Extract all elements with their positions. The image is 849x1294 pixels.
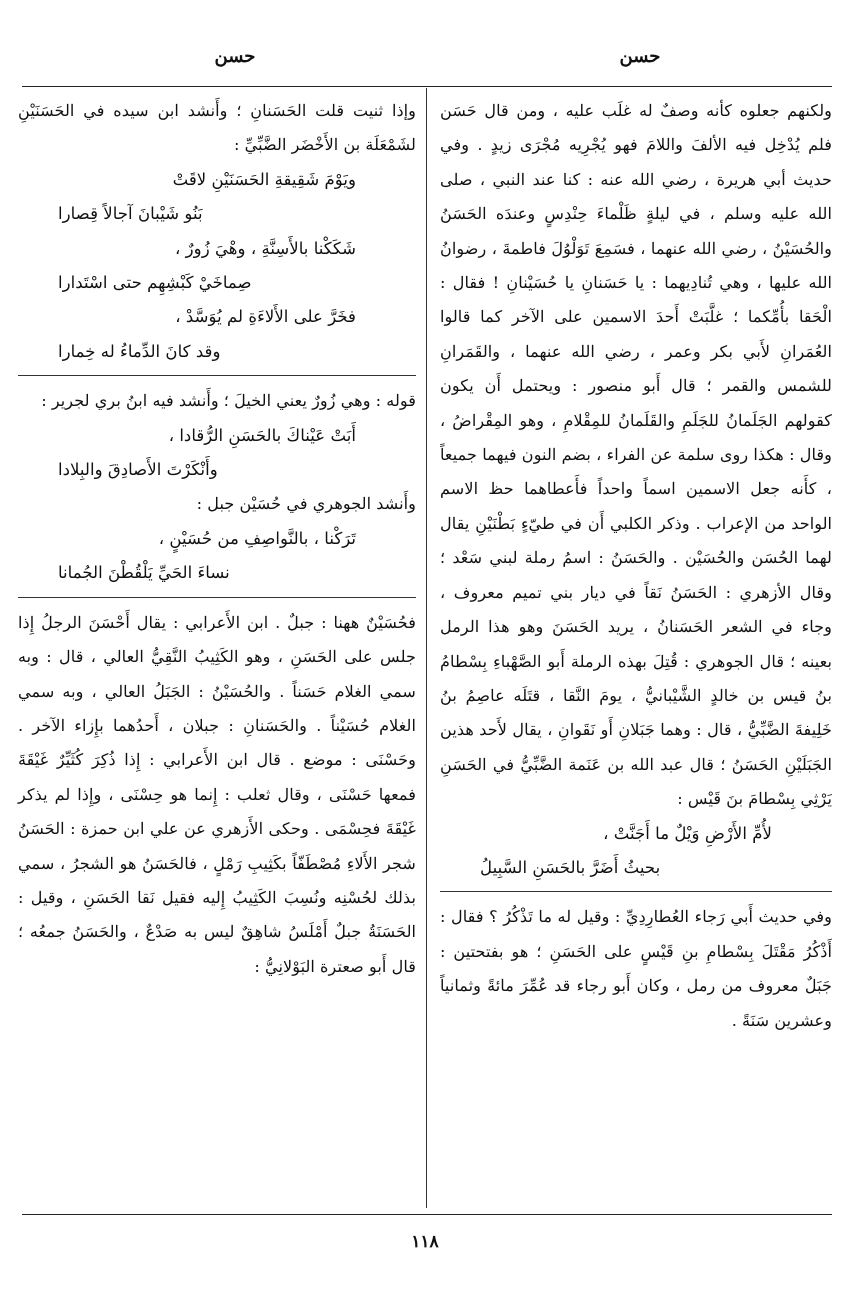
left-verse-1: [18, 163, 416, 369]
left-paragraph-2: قوله : وهي زُورٌ يعني الخيلَ ؛ وأَنشد فيه ابنُ بري لجرير :: [41, 391, 416, 411]
right-headword: حسن: [619, 46, 661, 67]
left-headword: حسن: [214, 46, 256, 67]
right-verse: [440, 817, 832, 886]
footer-rule: [22, 1214, 832, 1215]
left-verse-3: [18, 522, 416, 591]
header-rule: [22, 86, 832, 87]
verse-line: نساءَ الحَيِّ يَلْقُطْنَ الجُمانا: [58, 563, 230, 583]
section-separator: [18, 597, 416, 598]
section-separator: [440, 891, 832, 892]
column-divider: [426, 88, 427, 1208]
right-column: [440, 94, 832, 1038]
left-paragraph-3: وأَنشد الجوهري في حُسَيْن جبل :: [196, 494, 416, 514]
left-paragraph-1: وإذا ثنيت قلت الحَسَنانِ ؛ وأَنشد ابن سيده في الحَسَنَيْنِ لشَمْعَلَة بن الأَخْضَر الضَّبِّيِّ :: [18, 101, 416, 155]
verse-line: وأَنْكَرْتَ الأَصادِقَ والبِلادا: [58, 460, 218, 480]
right-paragraph-1: ولكنهم جعلوه كأنه وصفٌ له غلَب عليه ، ومن قال حَسَن فلم يُدْخِل فيه الألفَ واللامَ فهو يُجْرِيه مُجْرَى زيدٍ . وفي حديث أبي هريرة ، رضي الله عنه : كنا عند النبي ، صلى الله عليه وسلم ، في ليلةٍ ظَلْماءَ حِنْدِسٍ وعندَه الحَسَنُ والحُسَيْنُ ، رضي الله عنهما ، فسَمِعَ تَوَلْوُلَ فاطمةَ ، رضوانُ الله عليها ، وهي تُنادِيهما : يا حَسَنانِ يا حُسَيْنانِ ! فقال : الْحَقا بأُمِّكما ؛ غلَّبَتْ أَحدَ الاسمين على الآخر كما قالوا العُمَرانِ لأَبي بكر وعمر ، رضي الله عنهما ، والقَمَرانِ للشمس والقمر ؛ قال أَبو منصور : ويحتمل أَن يكون كقولهم الجَلَمانُ للجَلَمِ والقَلَمانُ للمِقْلامِ ، وهو المِقْراضُ ، وقال : هكذا روى سلمة عن الفراء ، بضم النون فيهما جميعاً ، كأَنه جعل الاسمين اسماً واحداً فأَعطاهما حظ الاسم الواحد من الإعراب . وذكر الكلبي أَن في طيّءٍ بَطْنَيْنِ يقال لهما الحُسَن والحُسَيْن . والحَسَنُ : اسمُ رملة لبني سَعْد ؛ وقال الأزهري : الحَسَنُ نَقاً في ديار بني تميم معروف ، وجاء في الشعر الحَسَنانُ ، يريد الحَسَنَ وهو هذا الرمل بعينه ؛ قال الجوهري : قُتِلَ بهذه الرملة أَبو الصَّهْباءِ بِسْطامُ بنُ قيس بن خالدٍ الشَّيْبانيُّ ، يومَ النَّقا ، قتَلَه عاصِمُ بنُ خَلِيفةَ الضَّبِّيُّ ، قال : وهما جَبَلانِ أَو نَقَوانِ ، يقال لأَحد هذين الجَبَلَيْنِ الحَسَنُ ؛ قال عبد الله بن عَنَمة الضَّبِّيُّ في الحَسَنِ يَرْثِي بِسْطامَ بنَ قَيْس :: [440, 101, 832, 809]
verse-line: ويَوْمَ شَقِيقةِ الحَسَنَيْنِ لاقَتْ: [172, 169, 356, 189]
page-header: [0, 40, 849, 86]
verse-line: لأُمِّ الأَرْضِ وَيْلٌ ما أَجَنَّتْ ،: [603, 823, 772, 843]
section-separator: [18, 375, 416, 376]
verse-line: بحيثُ أَضَرَّ بالحَسَنِ السَّبِيلُ: [480, 857, 661, 877]
verse-line: شَكَكْنا بالأَسِنَّةِ ، وهْيَ زُورٌ ،: [175, 238, 356, 258]
left-column: [18, 94, 416, 984]
left-paragraph-4: فحُسَيْنٌ ههنا : جبلٌ . ابن الأَعرابي : يقال أَحْسَنَ الرجلُ إِذا جلس على الحَسَنِ ، وهو الكَثِيبُ النَّقِيُّ العالي ، قال : وبه سمي الغلام حَسَناً . والحُسَيْنُ : الجَبَلُ العالي ، وبه سمي الغلام حُسَيْناً . والحَسَنانِ : جبلان ، أَحدُهما بإِزاء الآخر . وحَسْنَى : موضع . قال ابن الأَعرابي : إِذا ذُكِرَ كُثَيِّرٌ غَيْقَةَ فمعها حَسْنَى ، وقال ثعلب : إِنما هو حِسْنَى ، وإِذا لم يذكر غَيْقَةَ فحِسْمَى . وحكى الأَزهري عن علي ابن حمزة : الحَسَنُ شجر الأَلاءِ مُصْطَفّاً بكَثِيبِ رَمْلٍ ، فالحَسَنُ هو الشجرُ ، سمي بذلك لحُسْنِه ونُسِبَ الكَثِيبُ إِليه فقيل نَقا الحَسَنِ ، وقيل : الحَسَنَةُ جبلٌ أَمْلَسُ شاهِقٌ ليس به صَدْعٌ ، والحَسَنُ جمعُه ؛ قال أَبو صعترة البَوْلانِيُّ :: [18, 612, 416, 976]
verse-line: تَرَكْنا ، بالنَّواصِفِ من حُسَيْنٍ ،: [158, 528, 356, 548]
left-verse-2: [18, 419, 416, 488]
verse-line: بَنُو شَيْبانَ آجالاً قِصارا: [58, 204, 203, 224]
verse-line: صِماخَيْ كَبْشِهِم حتى اسْتَدارا: [58, 273, 252, 293]
verse-line: أَبَتْ عَيْناكَ بالحَسَنِ الرُّقادا ،: [168, 425, 356, 445]
verse-line: وقد كانَ الدِّماءُ له خِمارا: [58, 341, 221, 361]
verse-line: فخَرَّ على الأَلاءَةِ لم يُوَسَّدْ ،: [175, 307, 356, 327]
right-paragraph-2: وفي حديث أَبي رَجاء العُطارِدِيِّ : وقيل له ما تَذْكُرُ ؟ فقال : أَذْكُرُ مَقْتَلَ بِسْطامِ بنِ قَيْسٍ على الحَسَنِ ؛ هو بفتحتين : جَبَلٌ معروف من رمل ، وكان أَبو رجاء قد عُمِّرَ مائةً وثمانياً وعشرين سَنَةً .: [440, 907, 832, 1030]
page-number: ١١٨: [411, 1232, 439, 1252]
